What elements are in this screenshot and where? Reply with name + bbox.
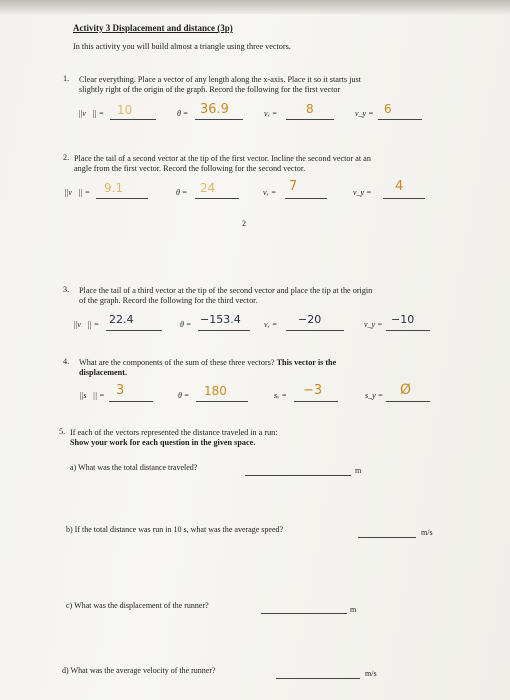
q1-number: 1.: [63, 74, 70, 83]
q5a-text: What was the total distance traveled?: [78, 463, 198, 472]
q4-mag-label: ||s⃗|| =: [79, 391, 105, 400]
q5d-unit: m/s: [365, 669, 377, 678]
q2-line1: Place the tail of a second vector at the tip of the first vector. Incline the second vector at an: [74, 154, 371, 163]
q5-line1: If each of the vectors represented the distance traveled in a run:: [70, 428, 278, 437]
q5c-text: What was the displacement of the runner?: [74, 601, 209, 610]
q2-vy-answer: 4: [395, 179, 404, 194]
worksheet-title: Activity 3 Displacement and distance (3p): [73, 23, 233, 33]
q2-number: 2.: [63, 153, 70, 162]
q4-sx-answer: −3: [303, 383, 323, 398]
q1-line1: Clear everything. Place a vector of any length along the x-axis. Place it so it starts just: [79, 75, 361, 84]
q4-number: 4.: [63, 357, 70, 366]
q3-mag-label: ||v⃗|| =: [73, 320, 99, 329]
page-edge-shadow: [0, 0, 510, 14]
q5c-label: c): [66, 601, 73, 610]
q5a-unit: m: [355, 466, 362, 475]
q4-theta-answer: 180: [204, 384, 227, 398]
q2-mag-answer: 9.1: [104, 181, 124, 195]
q2-vy-label: v_y =: [353, 188, 372, 197]
q4-line2: displacement.: [79, 368, 127, 377]
q1-vx-label: vₓ =: [264, 109, 278, 118]
q5a-label: a): [70, 463, 77, 472]
q2-mag-label: ||v⃗|| =: [64, 188, 90, 197]
q5a-question: [70, 463, 197, 472]
q1-theta-answer: 36.9: [200, 102, 229, 117]
intro-text: In this activity you will build almost a triangle using three vectors.: [73, 42, 291, 51]
q3-vy-answer: −10: [391, 313, 415, 326]
q2-theta-answer: 24: [200, 181, 216, 195]
q5b-unit: m/s: [421, 528, 433, 537]
q3-vx-answer: −20: [298, 313, 322, 326]
q5b-question: [66, 525, 283, 534]
q5c-blank[interactable]: [261, 601, 347, 614]
page-number: 2: [242, 219, 246, 228]
q3-vx-label: vₓ =: [264, 320, 278, 329]
q2-vx-label: vₓ =: [263, 188, 277, 197]
q4-sy-label: s_y =: [365, 391, 384, 400]
q2-vy-blank[interactable]: [383, 186, 425, 199]
q4-theta-label: θ =: [178, 391, 190, 400]
q5d-blank[interactable]: [276, 666, 360, 679]
q5d-text: What was the average velocity of the runner?: [70, 666, 216, 675]
q3-mag-answer: 22.4: [109, 313, 134, 326]
q1-vx-answer: 8: [306, 102, 314, 116]
q4-line1-text: What are the components of the sum of these three vectors?: [79, 358, 275, 367]
q1-theta-label: θ =: [177, 109, 189, 118]
q3-vy-label: v_y =: [364, 320, 383, 329]
q1-line2: slightly right of the origin of the graph. Record the following for the first vector: [79, 85, 341, 94]
q5b-blank[interactable]: [358, 525, 416, 538]
q1-mag-answer: 10: [117, 103, 133, 117]
q4-line1-bold: This vector is the: [276, 358, 337, 367]
q3-line2: of the graph. Record the following for the third vector.: [79, 296, 258, 305]
q5c-unit: m: [350, 605, 357, 614]
q3-theta-label: θ =: [180, 320, 192, 329]
q5-line2: Show your work for each question in the given space.: [70, 438, 256, 447]
q3-line1: Place the tail of a third vector at the tip of the second vector and place the tip at the origin: [79, 286, 373, 295]
q5a-blank[interactable]: [245, 463, 351, 476]
q1-vy-answer: 6: [384, 102, 392, 116]
q1-mag-label: ||v⃗|| =: [78, 109, 104, 118]
q2-vx-answer: 7: [289, 179, 298, 194]
q1-vy-label: v_y =: [355, 109, 374, 118]
q5b-label: b): [66, 525, 73, 534]
q2-theta-label: θ =: [176, 188, 188, 197]
q5c-question: [66, 601, 209, 610]
q5d-question: [62, 666, 216, 675]
q3-theta-answer: −153.4: [200, 313, 241, 326]
q4-sx-label: sₓ =: [274, 391, 287, 400]
q3-number: 3.: [63, 285, 70, 294]
q2-line2: angle from the first vector. Record the following for the second vector.: [74, 164, 306, 173]
q5d-label: d): [62, 666, 69, 675]
q5-number: 5.: [59, 427, 66, 436]
q4-mag-answer: 3: [116, 383, 125, 398]
q5b-text: If the total distance was run in 10 s, what was the average speed?: [74, 525, 284, 534]
q4-sy-answer: Ø: [400, 382, 412, 398]
